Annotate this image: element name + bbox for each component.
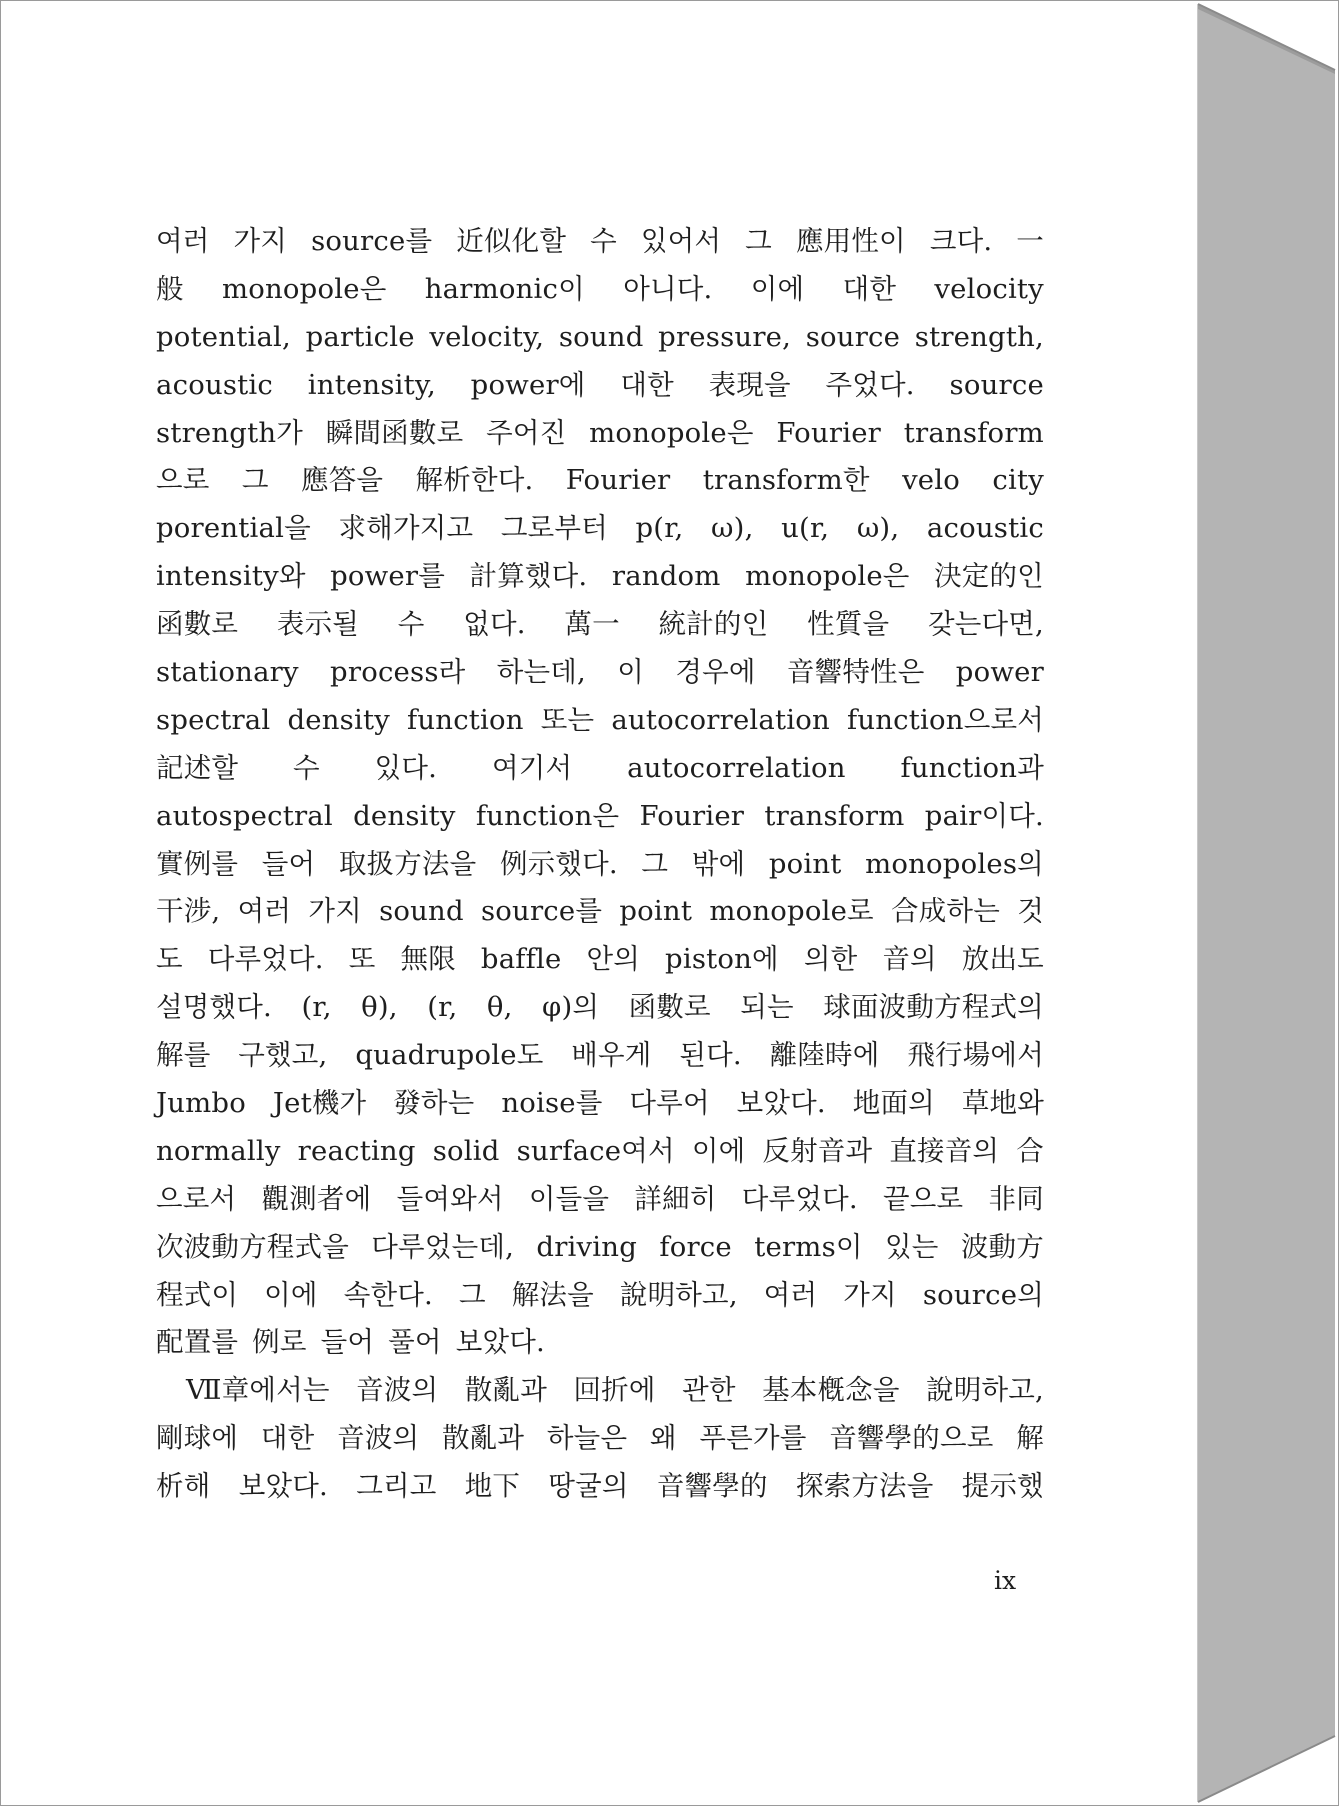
word: density — [287, 703, 390, 736]
page-number: ix — [994, 1566, 1017, 1595]
word: 이 — [617, 656, 645, 689]
word: Jumbo — [156, 1087, 246, 1120]
word: potential, — [156, 320, 291, 353]
word: 보았다. — [238, 1470, 328, 1503]
word: 表現을 — [708, 368, 791, 401]
word: 直接音의 — [889, 1134, 1000, 1167]
word: particle — [305, 320, 415, 353]
word: 들어 — [320, 1326, 375, 1359]
word: process라 — [330, 656, 466, 689]
word: autospectral — [156, 799, 333, 832]
word: 있는 — [884, 1230, 939, 1263]
word: 干涉, — [156, 895, 221, 928]
word: stationary — [156, 656, 299, 689]
word: monopole은 — [745, 560, 910, 593]
word: monopole로 — [709, 895, 874, 928]
word: 여러 — [763, 1278, 818, 1311]
text-line — [156, 601, 1044, 649]
word: 속한다. — [343, 1278, 433, 1311]
word: (r, — [427, 991, 458, 1024]
word: Jet機가 — [272, 1087, 367, 1120]
word: 푸른가를 — [699, 1422, 807, 1455]
word: pressure, — [658, 320, 792, 353]
text-line — [156, 1176, 1044, 1224]
page-body-text — [156, 218, 1044, 1511]
word: ω), — [711, 512, 754, 545]
word: 合 — [1016, 1134, 1044, 1167]
word: 주어진 — [486, 416, 567, 449]
word: baffle — [480, 943, 562, 976]
word: point — [768, 847, 842, 880]
word: 된다. — [679, 1039, 742, 1072]
word: φ)의 — [542, 991, 600, 1024]
word: 基本槪念을 — [762, 1374, 900, 1407]
word: 안의 — [586, 943, 641, 976]
word: strength가 — [156, 416, 304, 449]
word: density — [353, 799, 456, 832]
word: 그 — [745, 225, 772, 257]
word: 提示했 — [961, 1470, 1044, 1503]
word: 그 — [241, 464, 269, 497]
text-line — [156, 1032, 1044, 1080]
text-line — [156, 457, 1044, 505]
word: 散亂과 — [464, 1374, 547, 1407]
word: 合成하는 — [891, 895, 1000, 928]
word: θ, — [486, 991, 513, 1024]
word: 探索方法을 — [795, 1470, 934, 1503]
word: (r, — [301, 991, 332, 1024]
word: pair이다. — [924, 799, 1044, 832]
word: 配置를 — [156, 1326, 239, 1359]
word: 수 — [293, 751, 320, 784]
word: porential을 — [156, 512, 311, 545]
word: solid — [432, 1134, 500, 1167]
word: 수 — [590, 225, 617, 257]
word: 函數로 — [628, 991, 711, 1024]
word: 관한 — [682, 1374, 736, 1407]
word: 왜 — [649, 1422, 677, 1455]
word: function과 — [900, 751, 1044, 784]
text-line — [156, 984, 1044, 1032]
word: 이에 — [750, 272, 805, 305]
word: 끝으로 — [883, 1182, 964, 1215]
word: quadrupole도 — [355, 1039, 544, 1072]
word: 으로서 — [156, 1182, 237, 1215]
word: 說明하고, — [619, 1278, 738, 1311]
word: 도 — [156, 943, 183, 976]
word: 詳細히 — [634, 1182, 717, 1215]
text-line — [156, 888, 1044, 936]
word: 反射音과 — [762, 1134, 873, 1167]
word: velocity — [934, 272, 1044, 305]
word: 函數로 — [156, 608, 239, 641]
word: intensity, — [307, 368, 436, 401]
word: 여러 — [237, 895, 292, 928]
word: driving — [536, 1230, 637, 1263]
word: velocity, — [429, 320, 545, 353]
text-line — [156, 218, 1044, 266]
word: monopole은 — [221, 272, 387, 305]
text-line — [156, 1224, 1044, 1272]
word: function — [407, 703, 524, 736]
word: 이에 — [691, 1134, 746, 1167]
word: 크다. — [929, 225, 993, 257]
text-line — [156, 266, 1044, 314]
word: 대한 — [842, 272, 897, 305]
word: source — [949, 368, 1044, 401]
word: 例로 — [252, 1326, 307, 1359]
word: 있어서 — [640, 225, 722, 257]
word: velo — [902, 464, 961, 497]
word: 解를 — [156, 1039, 211, 1072]
word: 取扱方法을 — [338, 847, 477, 880]
word: 가지 — [233, 225, 288, 257]
word: 音波의 — [356, 1374, 439, 1407]
word: 音響學的 — [656, 1470, 768, 1503]
word: 여기서 — [491, 751, 573, 784]
word: 이에 — [264, 1278, 318, 1311]
word: 수 — [397, 608, 425, 641]
word: 瞬間函數로 — [325, 416, 464, 449]
word: 觀測者에 — [261, 1182, 372, 1215]
text-line — [156, 841, 1044, 889]
word: random — [611, 560, 721, 593]
word: 하늘은 — [546, 1422, 628, 1455]
word: 解 — [1016, 1422, 1044, 1455]
word: 應用性이 — [795, 225, 906, 257]
word: 例示했다. — [499, 847, 618, 880]
word: 解析한다. — [415, 464, 534, 497]
word: monopole은 — [589, 416, 754, 449]
word: 音響學的으로 — [829, 1422, 994, 1455]
word: 보았다. — [455, 1326, 545, 1359]
word: 發하는 — [393, 1087, 475, 1120]
word: 땅굴의 — [548, 1470, 629, 1503]
word: 音響特性은 — [786, 656, 925, 689]
word: 統計的인 — [658, 608, 769, 641]
word: 의한 — [803, 943, 858, 976]
word: 解法을 — [511, 1278, 594, 1311]
text-line — [156, 1080, 1044, 1128]
word: 그 — [458, 1278, 486, 1311]
word: 다루었다. — [741, 1182, 858, 1215]
word: monopoles의 — [865, 847, 1044, 880]
text-line — [156, 362, 1044, 410]
word: 實例를 — [156, 847, 239, 880]
word: 경우에 — [675, 656, 756, 689]
text-line — [156, 1367, 1044, 1415]
word: spectral — [156, 703, 271, 736]
word: sound — [558, 320, 644, 353]
word: 性質을 — [807, 608, 890, 641]
word: 풀어 — [388, 1326, 442, 1359]
word: 갖는다면, — [927, 608, 1044, 641]
word: 가지 — [308, 895, 362, 928]
word: harmonic이 — [424, 272, 585, 305]
word: 回折에 — [573, 1374, 656, 1407]
word: force — [659, 1230, 732, 1263]
text-line — [156, 793, 1044, 841]
text-line — [156, 505, 1044, 553]
word: 하는데, — [496, 656, 586, 689]
word: 離陸時에 — [769, 1039, 880, 1072]
text-line — [156, 1415, 1044, 1463]
word: transform한 — [702, 464, 870, 497]
word: function은 — [475, 799, 620, 832]
word: 대한 — [260, 1422, 315, 1455]
text-line — [156, 1319, 1044, 1367]
word: 설명했다. — [156, 991, 273, 1024]
word: 說明하고, — [926, 1374, 1044, 1407]
word: 아니다. — [623, 272, 713, 305]
word: 밖에 — [691, 847, 746, 880]
word: θ), — [361, 991, 398, 1024]
word: 剛球에 — [156, 1422, 239, 1455]
word: acoustic — [926, 512, 1044, 545]
word: 이들을 — [528, 1182, 610, 1215]
word: 또는 — [540, 703, 595, 736]
word: 程式이 — [156, 1278, 239, 1311]
word: point — [619, 895, 693, 928]
word: 것 — [1017, 895, 1044, 928]
word: 또 — [348, 943, 376, 976]
word: Fourier — [639, 799, 745, 832]
word: strength, — [914, 320, 1044, 353]
word: Ⅶ章에서는 — [186, 1374, 330, 1407]
word: 次波動方程式을 — [156, 1230, 349, 1263]
word: power — [955, 656, 1044, 689]
word: 들여와서 — [396, 1182, 504, 1215]
word: 求해가지고 — [338, 512, 474, 545]
word: 地下 — [464, 1470, 521, 1503]
word: 구했고, — [238, 1039, 328, 1072]
word: power를 — [330, 560, 445, 593]
word: 般 — [156, 272, 184, 305]
word: 다루었는데, — [371, 1230, 515, 1263]
word: 無限 — [400, 943, 456, 976]
word: source의 — [922, 1278, 1044, 1311]
word: normally — [156, 1134, 281, 1167]
word: 보았다. — [736, 1087, 826, 1120]
word: reacting — [297, 1134, 416, 1167]
word: 地面의 — [852, 1087, 935, 1120]
word: 주었다. — [825, 368, 915, 401]
word: 飛行場에서 — [907, 1039, 1044, 1072]
word: 萬一 — [564, 608, 620, 641]
text-line — [156, 553, 1044, 601]
word: 가지 — [843, 1278, 897, 1311]
word: Fourier — [776, 416, 882, 449]
word: 波動方 — [960, 1230, 1044, 1263]
word: u(r, — [781, 512, 830, 545]
word: 있다. — [374, 751, 438, 784]
word: 여러 — [156, 225, 210, 257]
word: noise를 — [501, 1087, 603, 1120]
word: autocorrelation — [627, 751, 846, 784]
word: 應答을 — [301, 464, 384, 497]
word: 배우게 — [571, 1039, 652, 1072]
word: 球面波動方程式의 — [823, 991, 1044, 1024]
text-line — [156, 1463, 1044, 1511]
text-line — [156, 314, 1044, 362]
word: 들어 — [261, 847, 316, 880]
word: 近似化할 — [456, 225, 567, 257]
word: surface여서 — [516, 1134, 675, 1167]
word: sound — [379, 895, 464, 928]
word: transform — [764, 799, 905, 832]
word: function으로서 — [846, 703, 1044, 736]
word: city — [992, 464, 1044, 497]
word: terms이 — [754, 1230, 863, 1263]
text-line — [156, 1128, 1044, 1176]
word: 非同 — [988, 1182, 1044, 1215]
word: 대한 — [620, 368, 674, 401]
word: source를 — [480, 895, 603, 928]
word: 草地와 — [961, 1087, 1044, 1120]
word: 表示될 — [276, 608, 360, 641]
word: 記述할 — [156, 751, 239, 784]
book-page — [4, 4, 1198, 1802]
word: ω), — [856, 512, 900, 545]
word: power에 — [470, 368, 586, 401]
text-line — [156, 745, 1044, 793]
word: 다루었다. — [207, 943, 324, 976]
word: source — [805, 320, 901, 353]
word: 放出도 — [961, 943, 1044, 976]
word: 音波의 — [337, 1422, 420, 1455]
word: source를 — [311, 225, 433, 257]
word: 決定的인 — [934, 560, 1044, 593]
word: 散亂과 — [442, 1422, 525, 1455]
word: 되는 — [740, 991, 794, 1024]
text-line — [156, 1272, 1044, 1320]
word: p(r, — [635, 512, 684, 545]
text-line — [156, 410, 1044, 458]
word: 析해 — [156, 1470, 211, 1503]
word: 다루어 — [629, 1087, 710, 1120]
word: 그 — [641, 847, 669, 880]
word: Fourier — [565, 464, 671, 497]
word: piston에 — [665, 943, 779, 976]
text-line — [156, 936, 1044, 984]
word: 으로 — [156, 464, 210, 497]
text-line — [156, 649, 1044, 697]
word: 없다. — [463, 608, 526, 641]
word: acoustic — [156, 368, 274, 401]
word: 그리고 — [356, 1470, 437, 1503]
word: 一 — [1016, 225, 1044, 257]
word: 計算했다. — [469, 560, 588, 593]
word: autocorrelation — [611, 703, 830, 736]
text-line — [156, 697, 1044, 745]
word: 音의 — [882, 943, 937, 976]
word: 그로부터 — [500, 512, 608, 545]
word: transform — [903, 416, 1044, 449]
word: intensity와 — [156, 560, 306, 593]
